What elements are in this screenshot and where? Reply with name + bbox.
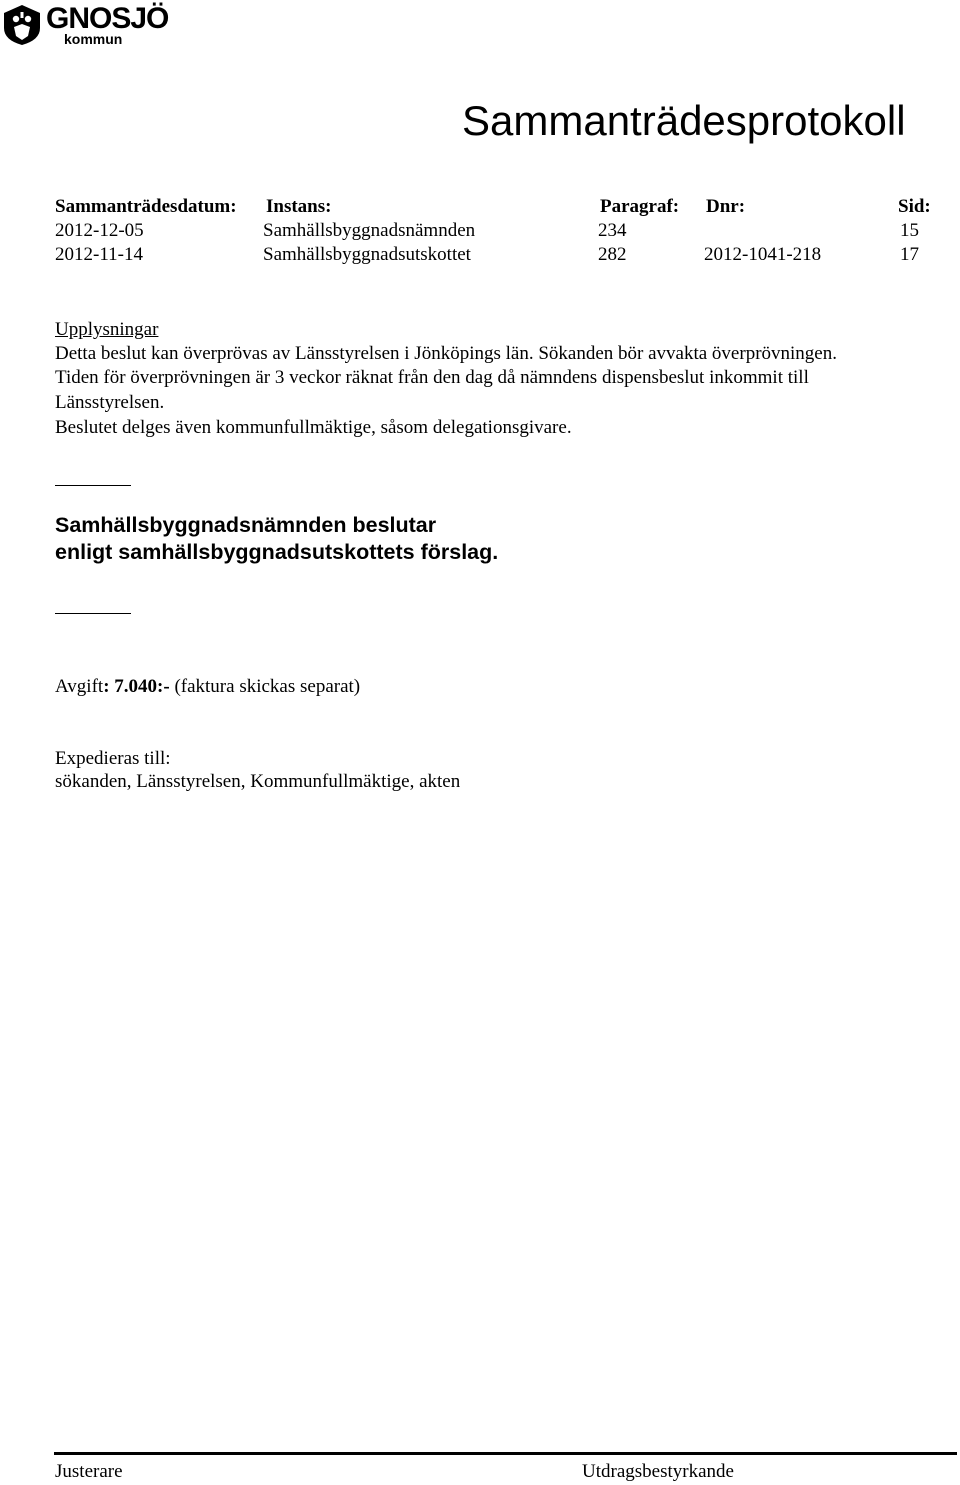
info-line: Tiden för överprövningen är 3 veckor räknat från den dag då nämndens dispensbeslut inkommit till <box>55 367 809 388</box>
decision-line: enligt samhällsbyggnadsutskottets förslag. <box>55 540 499 564</box>
header-dnr: Dnr: <box>706 196 746 217</box>
info-line: Beslutet delges även kommunfullmäktige, såsom delegationsgivare. <box>55 417 572 438</box>
logo-subtitle: kommun <box>64 31 123 47</box>
municipality-logo <box>2 2 172 46</box>
dispatch-label: Expedieras till: <box>55 748 171 769</box>
fee-label: Avgift <box>55 676 104 697</box>
header-instance: Instans: <box>266 196 332 217</box>
table-cell-date: 2012-11-14 <box>55 244 143 265</box>
fee-amount: : 7.040:- <box>103 676 170 697</box>
footer-rule <box>54 1452 957 1455</box>
header-date: Sammanträdesdatum: <box>55 196 237 217</box>
table-cell-date: 2012-12-05 <box>55 220 144 241</box>
table-cell-instance: Samhällsbyggnadsnämnden <box>263 220 476 241</box>
decision-line: Samhällsbyggnadsnämnden beslutar <box>55 513 437 537</box>
page-title: Sammanträdesprotokoll <box>462 97 906 144</box>
footer-extract-certification: Utdragsbestyrkande <box>582 1461 734 1482</box>
fee-note: (faktura skickas separat) <box>169 676 361 697</box>
header-paragraph: Paragraf: <box>600 196 680 217</box>
table-cell-page: 17 <box>900 244 919 265</box>
dispatch-recipients: sökanden, Länsstyrelsen, Kommunfullmäktige, akten <box>55 771 461 792</box>
table-cell-paragraph: 234 <box>598 220 627 241</box>
decision-text <box>55 512 498 566</box>
footer-adjuster: Justerare <box>55 1461 123 1482</box>
separator-line <box>55 485 131 486</box>
table-cell-page: 15 <box>900 220 919 241</box>
table-cell-dnr: 2012-1041-218 <box>704 244 822 265</box>
table-cell-instance: Samhällsbyggnadsutskottet <box>263 244 471 265</box>
separator-line <box>55 613 131 614</box>
fee-line <box>55 675 360 699</box>
crest-icon <box>2 4 42 46</box>
header-page: Sid: <box>898 196 931 217</box>
info-line: Detta beslut kan överprövas av Länsstyrelsen i Jönköpings län. Sökanden bör avvakta överprövningen. <box>55 343 837 364</box>
logo-wordmark: GNOSJÖ <box>46 2 169 35</box>
table-cell-paragraph: 282 <box>598 244 627 265</box>
info-heading: Upplysningar <box>55 319 159 340</box>
info-line: Länsstyrelsen. <box>55 392 165 413</box>
